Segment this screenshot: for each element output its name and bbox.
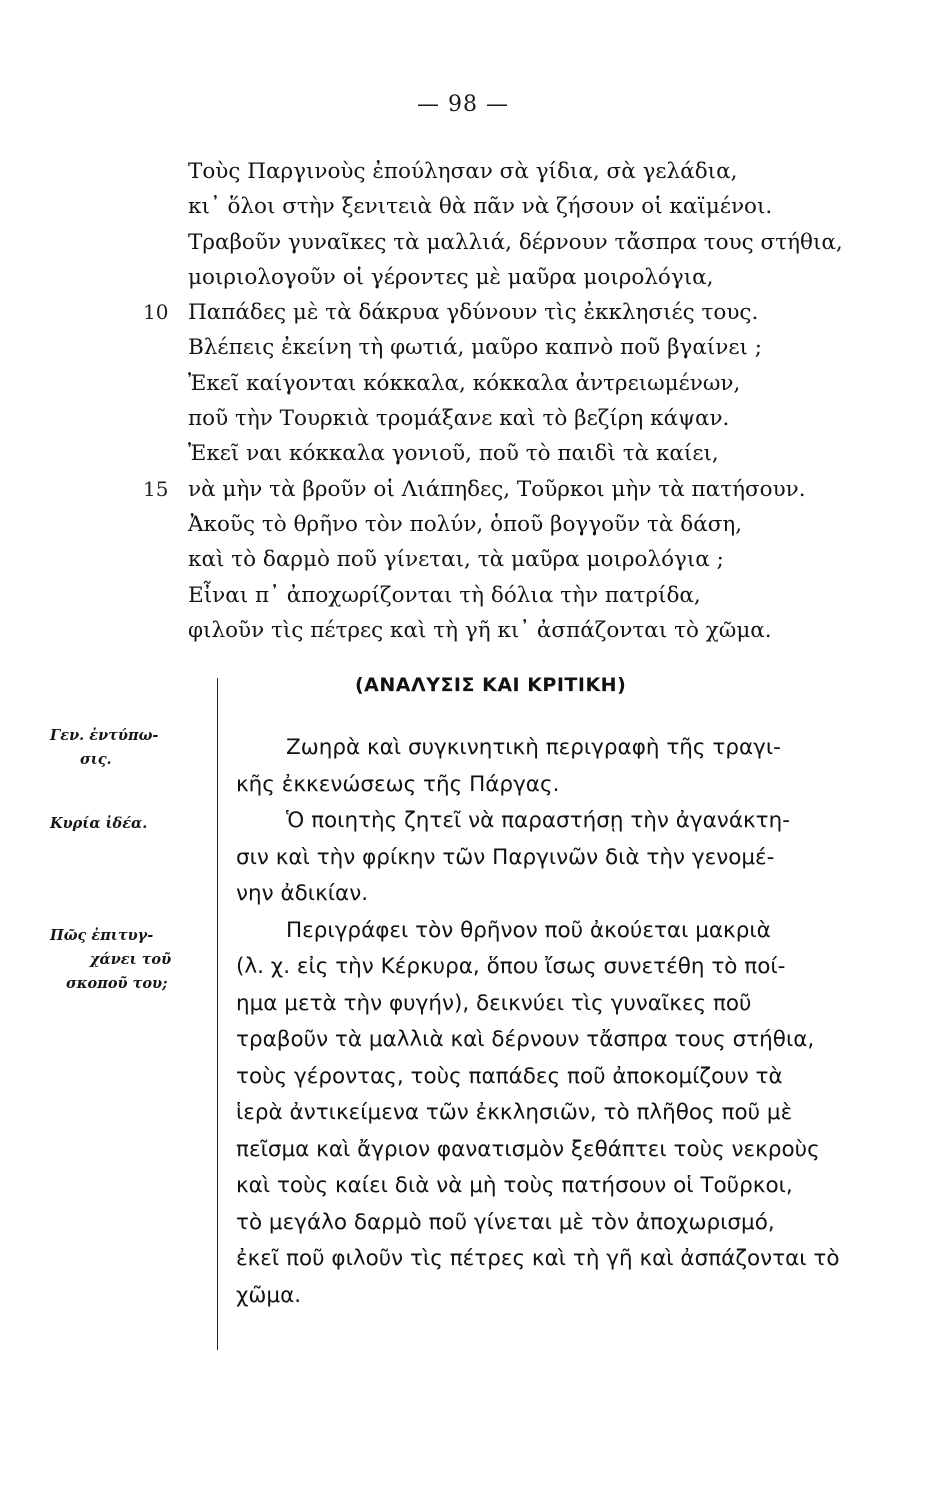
- line-number: 10: [143, 300, 169, 325]
- poem-line: [188, 154, 888, 189]
- margin-note-line: Κυρία ἰδέα.: [50, 815, 148, 832]
- margin-note-line: χάνει τοῦ: [90, 951, 172, 968]
- margin-note-main-idea: [50, 812, 210, 836]
- margin-note-line: σις.: [80, 751, 112, 768]
- commentary-line: τὸ μεγάλο δαρμὸ ποῦ γίνεται μὲ τὸν ἀποχωρισμό,: [236, 1209, 775, 1235]
- poem-line-text: κι᾽ ὅλοι στὴν ξενιτειὰ θὰ πᾶν νὰ ζήσουν οἱ καϊμένοι.: [188, 194, 773, 220]
- poem-line: [143, 295, 888, 330]
- margin-note-general-impression: [50, 724, 210, 772]
- poem-line-text: Τραβοῦν γυναῖκες τὰ μαλλιά, δέρνουν τἄσπρα τους στήθια,: [188, 229, 843, 255]
- commentary-line: (λ. χ. εἰς τὴν Κέρκυρα, ὅπου ἴσως συνετέθη τὸ ποί-: [236, 954, 786, 979]
- poem-line-text: Τοὺς Παργινοὺς ἐπούλησαν σὰ γίδια, σὰ γελάδια,: [188, 159, 738, 184]
- commentary-line: ἐκεῖ ποῦ φιλοῦν τὶς πέτρες καὶ τὴ γῆ καὶ ἀσπάζονται τὸ: [236, 1246, 840, 1271]
- poem-line: [188, 189, 888, 224]
- poem-line-text: Εἶναι π᾽ ἀποχωρίζονται τὴ δόλια τὴν πατρίδα,: [188, 582, 701, 608]
- commentary-line: καὶ τοὺς καίει διὰ νὰ μὴ τοὺς πατήσουν οἱ Τοῦρκοι,: [236, 1173, 793, 1198]
- commentary-line: τοὺς γέροντας, τοὺς παπάδες ποῦ ἀποκομίζουν τὰ: [236, 1063, 783, 1089]
- poem-line-text: Ἐκεῖ ναι κόκκαλα γονιοῦ, ποῦ τὸ παιδὶ τὰ καίει,: [188, 441, 719, 467]
- poem-line: [188, 436, 888, 471]
- margin-note-how-achieved: [50, 924, 210, 996]
- commentary-line: νην ἀδικίαν.: [236, 881, 369, 906]
- poem: [143, 154, 888, 648]
- poem-line: [188, 260, 888, 295]
- commentary-line: Περιγράφει τὸν θρῆνον ποῦ ἀκούεται μακριὰ: [286, 917, 771, 943]
- poem-line-text: φιλοῦν τὶς πέτρες καὶ τὴ γῆ κι᾽ ἀσπάζονται τὸ χῶμα.: [188, 617, 772, 643]
- commentary-line: ημα μετὰ τὴν φυγήν), δεικνύει τὶς γυναῖκες ποῦ: [236, 990, 752, 1016]
- poem-line-text: Ἀκοῦς τὸ θρῆνο τὸν πολύν, ὁποῦ βογγοῦν τὰ δάση,: [188, 511, 743, 537]
- poem-line-text: Παπάδες μὲ τὰ δάκρυα γδύνουν τὶς ἐκκλησιές τους.: [188, 300, 759, 326]
- commentary-line: χῶμα.: [236, 1282, 302, 1308]
- commentary-line: κῆς ἐκκενώσεως τῆς Πάργας.: [236, 771, 560, 797]
- commentary-line: Ζωηρὰ καὶ συγκινητικὴ περιγραφὴ τῆς τραγι-: [286, 735, 781, 760]
- poem-line-text: Ἐκεῖ καίγονται κόκκαλα, κόκκαλα ἀντρειωμένων,: [188, 370, 741, 396]
- poem-line-text: καὶ τὸ δαρμὸ ποῦ γίνεται, τὰ μαῦρα μοιρολόγια ;: [188, 547, 724, 573]
- poem-line-text: μοιριολογοῦν οἱ γέροντες μὲ μαῦρα μοιρολόγια,: [188, 264, 714, 290]
- commentary-line: πεῖσμα καὶ ἄγριον φανατισμὸν ξεθάπτει τοὺς νεκροὺς: [236, 1136, 820, 1162]
- commentary-line: σιν καὶ τὴν φρίκην τῶν Παργινῶν διὰ τὴν γενομέ-: [236, 844, 775, 870]
- poem-line: [188, 401, 888, 436]
- poem-line-text: Βλέπεις ἐκείνη τὴ φωτιά, μαῦρο καπνὸ ποῦ βγαίνει ;: [188, 335, 763, 361]
- section-title: (ΑΝΑΛΥΣΙΣ ΚΑΙ ΚΡΙΤΙΚΗ): [355, 674, 627, 696]
- margin-note-line: Πῶς ἐπιτυγ-: [50, 927, 154, 944]
- line-number: 15: [143, 476, 169, 501]
- poem-line-text: ποῦ τὴν Τουρκιὰ τρομάξανε καὶ τὸ βεζίρη κάψαν.: [188, 406, 730, 432]
- margin-divider: [217, 678, 218, 1350]
- poem-line: [188, 542, 888, 577]
- poem-line: [188, 330, 888, 365]
- poem-line: [188, 613, 888, 648]
- poem-line: [188, 578, 888, 613]
- commentary: [236, 730, 896, 1314]
- poem-line: [188, 366, 888, 401]
- commentary-line: Ὁ ποιητὴς ζητεῖ νὰ παραστήσῃ τὴν ἀγανάκτη-: [286, 808, 790, 833]
- commentary-line: ἱερὰ ἀντικείμενα τῶν ἐκκλησιῶν, τὸ πλῆθος ποῦ μὲ: [236, 1100, 793, 1125]
- margin-note-line: σκοποῦ του;: [66, 975, 168, 992]
- page-number: — 98 —: [417, 92, 509, 117]
- poem-line: [188, 507, 888, 542]
- commentary-line: τραβοῦν τὰ μαλλιὰ καὶ δέρνουν τἄσπρα τους στήθια,: [236, 1027, 815, 1052]
- poem-line: [143, 472, 888, 507]
- margin-note-line: Γεν. ἐντύπω-: [50, 727, 159, 744]
- poem-line-text: νὰ μὴν τὰ βροῦν οἱ Λιάπηδες, Τοῦρκοι μὴν τὰ πατήσουν.: [188, 476, 806, 502]
- poem-line: [188, 225, 888, 260]
